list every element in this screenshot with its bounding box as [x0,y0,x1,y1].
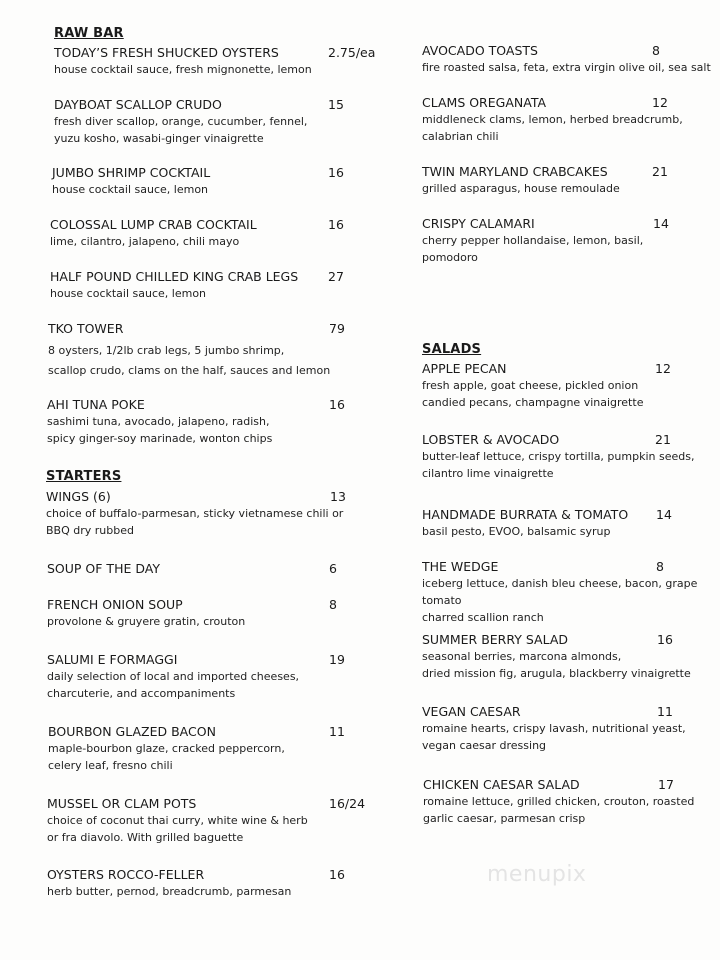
menu-item [47,597,377,630]
menu-item [48,321,378,381]
menu-item [422,507,720,540]
item-description: house cocktail sauce, lemon [52,183,209,196]
item-price: 13 [330,489,346,504]
menu-item [47,561,377,577]
item-description: herb butter, pernod, breadcrumb, parmesan [47,885,292,898]
menu-item [422,164,720,197]
item-description: romaine lettuce, grilled chicken, crouton, roasted garlic caesar, parmesan crisp [423,795,695,825]
item-price: 27 [328,269,344,284]
item-name: WINGS (6) [46,489,111,504]
item-name: DAYBOAT SCALLOP CRUDO [54,97,222,112]
menu-item [423,777,720,827]
item-name: CLAMS OREGANATA [422,95,547,110]
item-description: middleneck clams, lemon, herbed breadcrumb, calabrian chili [422,113,683,143]
item-price: 15 [328,97,344,112]
item-price: 12 [652,95,668,110]
menu-item [48,724,378,774]
menu-item [422,43,720,76]
menu-item [47,397,377,447]
item-description: lime, cilantro, jalapeno, chili mayo [50,235,240,248]
item-price: 16 [329,397,345,412]
menu-item [47,796,377,846]
menu-item [46,489,376,539]
menu-item [50,217,370,250]
item-name: MUSSEL OR CLAM POTS [47,796,197,811]
item-price: 16 [657,632,673,647]
item-description: maple-bourbon glaze, cracked peppercorn, celery leaf, fresno chili [48,742,285,772]
item-name: HANDMADE BURRATA & TOMATO [422,507,629,522]
item-name: AHI TUNA POKE [47,397,145,412]
item-description: choice of coconut thai curry, white wine & herb or fra diavolo. With grilled baguette [47,814,308,844]
item-name: HALF POUND CHILLED KING CRAB LEGS [50,269,299,284]
menu-item [47,867,377,900]
item-price: 2.75/ea [328,45,376,60]
item-name: THE WEDGE [422,559,499,574]
item-price: 8 [329,597,337,612]
item-name: FRENCH ONION SOUP [47,597,183,612]
menu-item [54,45,374,78]
section-title-salads: SALADS [422,342,482,357]
item-price: 14 [656,507,672,522]
section-title-starters: STARTERS [46,469,122,484]
menu-item [54,97,374,147]
item-name: SALUMI E FORMAGGI [47,652,178,667]
item-price: 14 [653,216,669,231]
menu-item [52,165,372,198]
item-description: house cocktail sauce, fresh mignonette, lemon [54,63,312,76]
item-description: sashimi tuna, avocado, jalapeno, radish, spicy ginger-soy marinade, wonton chips [47,415,273,445]
watermark: menupix [487,862,587,887]
item-price: 16 [329,867,345,882]
item-price: 21 [652,164,668,179]
menu-item [422,361,720,411]
item-description: fresh diver scallop, orange, cucumber, fennel, yuzu kosho, wasabi-ginger vinaigrette [54,115,308,145]
item-name: SUMMER BERRY SALAD [422,632,569,647]
item-price: 6 [329,561,337,576]
item-description: romaine hearts, crispy lavash, nutritional yeast, vegan caesar dressing [422,722,686,752]
item-name: OYSTERS ROCCO-FELLER [47,867,205,882]
menu-item [422,216,720,266]
item-description: daily selection of local and imported cheeses, charcuterie, and accompaniments [47,670,300,700]
menu-item [50,269,370,302]
item-price: 16 [328,217,344,232]
item-name: BOURBON GLAZED BACON [48,724,216,739]
item-description: seasonal berries, marcona almonds, dried mission fig, arugula, blackberry vinaigrette [422,650,691,680]
item-name: LOBSTER & AVOCADO [422,432,560,447]
item-description: basil pesto, EVOO, balsamic syrup [422,525,611,538]
menu-item [422,432,720,482]
item-price: 16/24 [329,796,366,811]
item-name: TKO TOWER [48,321,124,336]
item-description: provolone & gruyere gratin, crouton [47,615,246,628]
section-title-raw-bar: RAW BAR [54,26,124,41]
item-description: house cocktail sauce, lemon [50,287,207,300]
item-description: butter-leaf lettuce, crispy tortilla, pumpkin seeds, cilantro lime vinaigrette [422,450,695,480]
item-price: 79 [329,321,345,336]
item-description: cherry pepper hollandaise, lemon, basil, pomodoro [422,234,644,264]
item-name: APPLE PECAN [422,361,507,376]
menu-item [422,704,720,754]
item-description: fresh apple, goat cheese, pickled onion candied pecans, champagne vinaigrette [422,379,644,409]
item-description: iceberg lettuce, danish bleu cheese, bacon, grape tomato charred scallion ranch [422,577,698,624]
item-name: VEGAN CAESAR [422,704,521,719]
item-description: fire roasted salsa, feta, extra virgin olive oil, sea salt [422,61,711,74]
item-price: 8 [656,559,664,574]
item-price: 12 [655,361,671,376]
item-name: TWIN MARYLAND CRABCAKES [422,164,608,179]
item-name: TODAY’S FRESH SHUCKED OYSTERS [54,45,279,60]
item-name: SOUP OF THE DAY [47,561,160,576]
item-name: CHICKEN CAESAR SALAD [423,777,580,792]
menu-item [422,632,720,682]
item-price: 17 [658,777,674,792]
item-price: 8 [652,43,660,58]
item-description: choice of buffalo-parmesan, sticky vietnamese chili or BBQ dry rubbed [46,507,344,537]
item-description: 8 oysters, 1/2lb crab legs, 5 jumbo shrimp, scallop crudo, clams on the half, sauces and lemon [48,344,331,377]
item-price: 21 [655,432,671,447]
menu-item [47,652,377,702]
item-name: COLOSSAL LUMP CRAB COCKTAIL [50,217,257,232]
item-price: 11 [657,704,673,719]
item-name: AVOCADO TOASTS [422,43,538,58]
menu-item [422,95,720,145]
item-price: 11 [329,724,345,739]
item-description: grilled asparagus, house remoulade [422,182,620,195]
item-price: 19 [329,652,345,667]
item-name: CRISPY CALAMARI [422,216,535,231]
item-name: JUMBO SHRIMP COCKTAIL [52,165,211,180]
menu-item [422,559,720,626]
item-price: 16 [328,165,344,180]
